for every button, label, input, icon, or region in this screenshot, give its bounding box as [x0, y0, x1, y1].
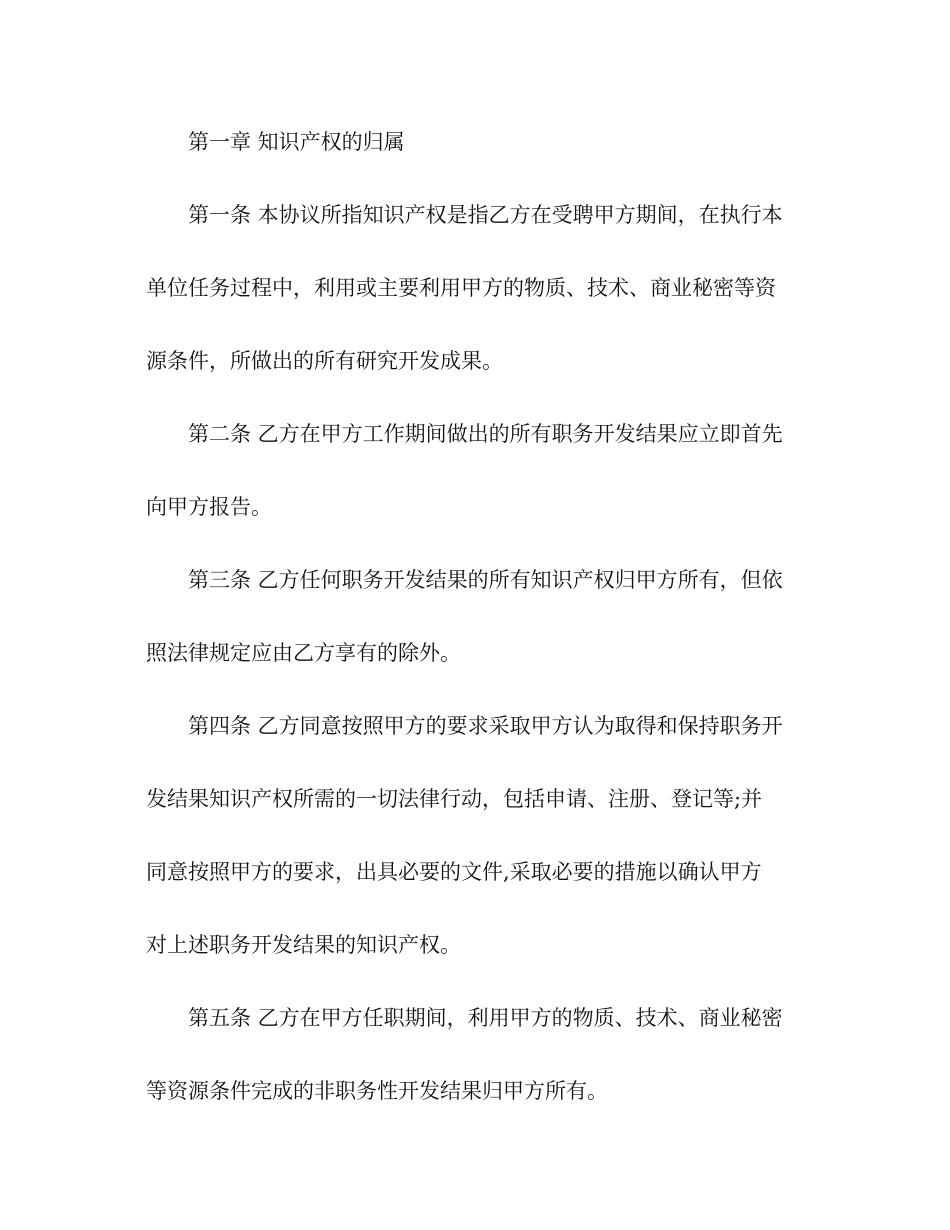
article-1-line-1: 第一条 本协议所指知识产权是指乙方在受聘甲方期间，在执行本 — [188, 203, 783, 227]
article-2-line-1: 第二条 乙方在甲方工作期间做出的所有职务开发结果应立即首先 — [188, 422, 783, 446]
article-4-line-1: 第四条 乙方同意按照甲方的要求采取甲方认为取得和保持职务开 — [188, 714, 783, 738]
chapter-heading: 第一章 知识产权的归属 — [188, 130, 405, 154]
article-4-line-3: 同意按照甲方的要求，出具必要的文件,采取必要的措施以确认甲方 — [146, 860, 762, 884]
article-4-line-2: 发结果知识产权所需的一切法律行动，包括申请、注册、登记等;并 — [146, 787, 763, 811]
article-2-line-2: 向甲方报告。 — [146, 495, 272, 519]
article-5-line-2: 等资源条件完成的非职务性开发结果归甲方所有。 — [146, 1079, 608, 1103]
article-4-line-4: 对上述职务开发结果的知识产权。 — [146, 933, 461, 957]
article-3-line-2: 照法律规定应由乙方享有的除外。 — [146, 641, 461, 665]
article-1-line-2: 单位任务过程中，利用或主要利用甲方的物质、技术、商业秘密等资 — [146, 276, 776, 300]
article-1-line-3: 源条件，所做出的所有研究开发成果。 — [146, 349, 503, 373]
article-5-line-1: 第五条 乙方在甲方任职期间，利用甲方的物质、技术、商业秘密 — [188, 1006, 783, 1030]
article-3-line-1: 第三条 乙方任何职务开发结果的所有知识产权归甲方所有，但依 — [188, 568, 783, 592]
